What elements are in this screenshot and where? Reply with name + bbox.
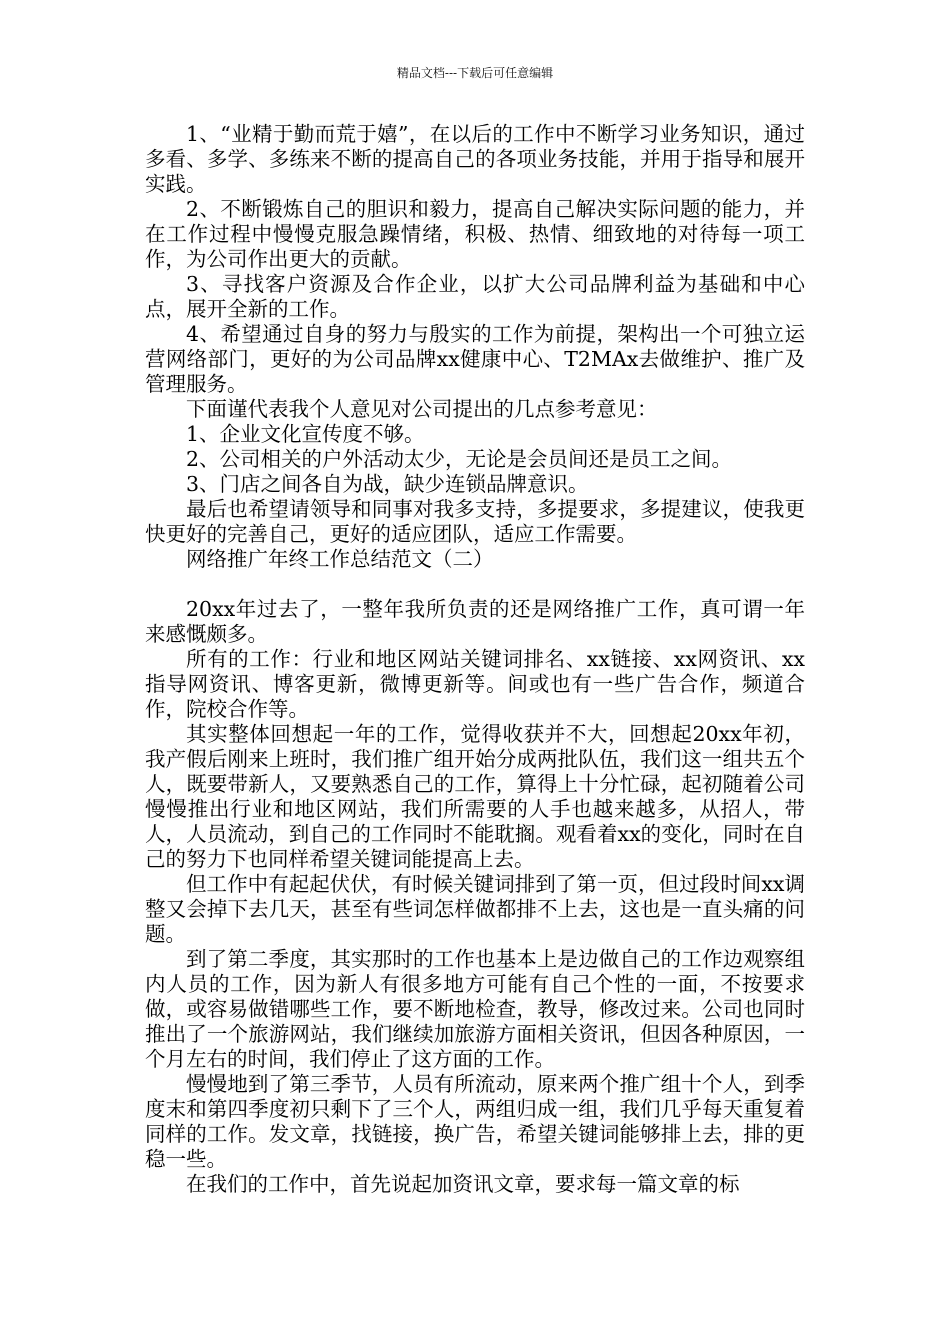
paragraph-16: 在我们的工作中，首先说起加资讯文章，要求每一篇文章的标 bbox=[186, 1172, 740, 1196]
page-header-note: 精品文档---下载后可任意编辑 bbox=[396, 66, 554, 80]
paragraph-13: 但工作中有起起伏伏，有时候关键词排到了第一页，但过段时间xx调整又会掉下去几天，甚至有些词怎样做都排不上去，这也是一直头痛的问题。 bbox=[145, 872, 805, 946]
section-heading: 网络推广年终工作总结范文（二） bbox=[186, 547, 494, 571]
paragraph-12: 其实整体回想起一年的工作，觉得收获并不大，回想起20xx年初，我产假后刚来上班时，我们推广组开始分成两批队伍，我们这一组共五个人，既要带新人，又要熟悉自己的工作，算得上十分忙碌，起初随着公司慢慢推出行业和地区网站，我们所需要的人手也越来越多，从招人，带人，人员流动，到自己的工作同时不能耽搁。观看着xx的变化，同时在自己的努力下也同样希望关键词能提高上去。 bbox=[145, 722, 805, 871]
paragraph-11: 所有的工作：行业和地区网站关键词排名、xx链接、xx网资讯、xx指导网资讯、博客更新，微博更新等。间或也有一些广告合作，频道合作，院校合作等。 bbox=[145, 647, 805, 721]
paragraph-1: 1、“业精于勤而荒于嬉”，在以后的工作中不断学习业务知识，通过多看、多学、多练来不断的提高自己的各项业务技能，并用于指导和展开实践。 bbox=[145, 122, 805, 196]
paragraph-15: 慢慢地到了第三季节，人员有所流动，原来两个推广组十个人，到季度末和第四季度初只剩下了三个人，两组归成一组，我们几乎每天重复着同样的工作。发文章，找链接，换广告，希望关键词能够排上去，排的更稳一些。 bbox=[145, 1072, 805, 1171]
paragraph-2: 2、不断锻炼自己的胆识和毅力，提高自己解决实际问题的能力，并在工作过程中慢慢克服急躁情绪，积极、热情、细致地的对待每一项工作，为公司作出更大的贡献。 bbox=[145, 197, 805, 271]
paragraph-8: 3、门店之间各自为战，缺少连锁品牌意识。 bbox=[186, 472, 589, 496]
paragraph-4: 4、希望通过自身的努力与殷实的工作为前提，架构出一个可独立运营网络部门，更好的为公司品牌xx健康中心、T2MAx去做维护、推广及管理服务。 bbox=[145, 322, 805, 396]
paragraph-14: 到了第二季度，其实那时的工作也基本上是边做自己的工作边观察组内人员的工作，因为新人有很多地方可能有自己个性的一面，不按要求做，或容易做错哪些工作，要不断地检查，教导，修改过来。公司也同时推出了一个旅游网站，我们继续加旅游方面相关资讯，但因各种原因，一个月左右的时间，我们停止了这方面的工作。 bbox=[145, 947, 805, 1071]
paragraph-6: 1、企业文化宣传度不够。 bbox=[186, 422, 425, 446]
paragraph-3: 3、寻找客户资源及合作企业，以扩大公司品牌利益为基础和中心点，展开全新的工作。 bbox=[145, 272, 805, 321]
paragraph-10: 20xx年过去了，一整年我所负责的还是网络推广工作，真可谓一年来感慨颇多。 bbox=[145, 597, 805, 646]
paragraph-5: 下面谨代表我个人意见对公司提出的几点参考意见： bbox=[186, 397, 658, 421]
paragraph-7: 2、公司相关的户外活动太少，无论是会员间还是员工之间。 bbox=[186, 447, 733, 471]
document-body bbox=[145, 122, 805, 1197]
paragraph-9: 最后也希望请领导和同事对我多支持，多提要求，多提建议，使我更快更好的完善自己，更好的适应团队，适应工作需要。 bbox=[145, 497, 805, 546]
